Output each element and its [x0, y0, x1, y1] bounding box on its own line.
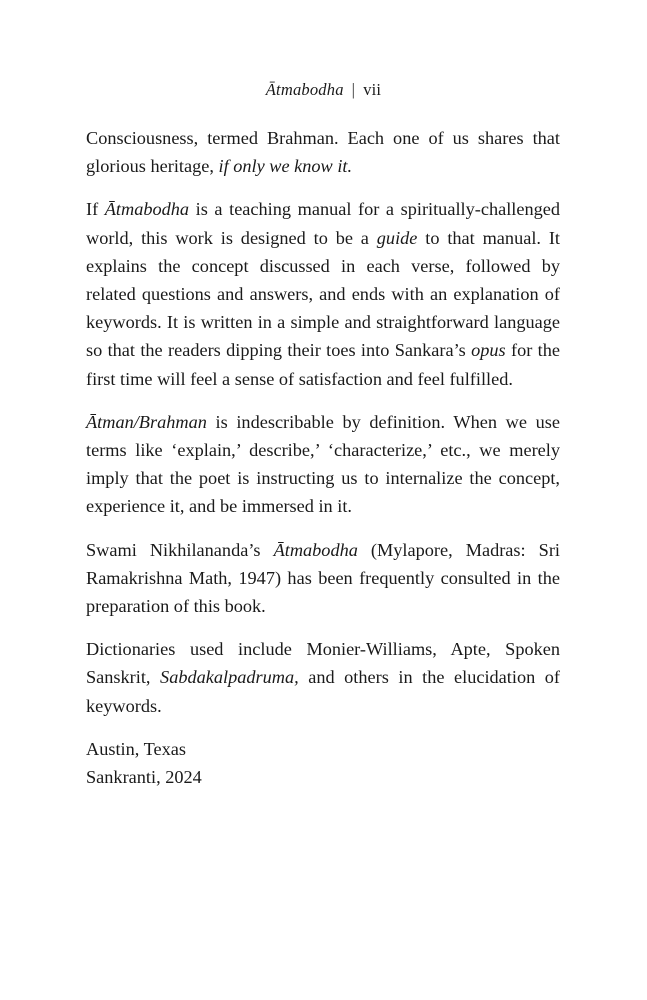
paragraph-atman-brahman [86, 408, 560, 521]
text-run: (Mylapore, Madras: Sri Ramakrishna Math, 1947) has been frequently consulted in the preparation of this book. [86, 539, 560, 617]
text-run: and others in the elucidation of keywords. [86, 667, 560, 716]
text-run: is indescribable by definition. When we use terms like ‘explain,’ describe,’ ‘characterize,’ etc., we merely imply that the poet is instructing us to internalize the concept, experience it, and be immersed in it. [86, 411, 560, 517]
page-number: vii [363, 80, 382, 99]
text-run: is a teaching manual for a spiritually-challenged world, this work is designed to be a [86, 199, 561, 248]
italic-run: Sabdakalpadruma, [160, 667, 299, 688]
italic-run: opus [471, 340, 506, 361]
running-head [0, 80, 647, 100]
text-run: Dictionaries used include Monier-Williams, Apte, Spoken Sanskrit, [86, 639, 560, 688]
italic-run: Ātmabodha [104, 199, 190, 220]
text-run: for the first time will feel a sense of satisfaction and feel fulfilled. [86, 340, 560, 389]
running-head-title: Ātmabodha [265, 80, 344, 99]
text-run: to that manual. It explains the concept discussed in each verse, followed by related questions and answers, and ends with an explanation of keywords. It is written in a simple and straightforward language so that the readers dipping their toes into Sankara’s [86, 227, 560, 361]
italic-run: if only we know it. [218, 156, 353, 177]
paragraph-nikhilananda [86, 536, 560, 621]
signoff-block [86, 735, 560, 791]
text-run: If [86, 199, 105, 220]
signoff-date: Sankranti, 2024 [86, 767, 202, 788]
text-run: Consciousness, termed Brahman. Each one of us shares that glorious heritage, [86, 128, 560, 177]
paragraph-consciousness [86, 124, 560, 180]
italic-run: Ātmabodha [273, 539, 358, 560]
paragraph-dictionaries [86, 635, 560, 720]
body-text [86, 124, 560, 791]
paragraph-teaching-manual [86, 195, 560, 392]
italic-run: guide [376, 227, 418, 248]
italic-run: Ātman/Brahman [86, 411, 207, 432]
signoff-place: Austin, Texas [86, 738, 186, 759]
running-head-separator: | [351, 80, 356, 99]
text-run: Swami Nikhilananda’s [86, 539, 274, 560]
